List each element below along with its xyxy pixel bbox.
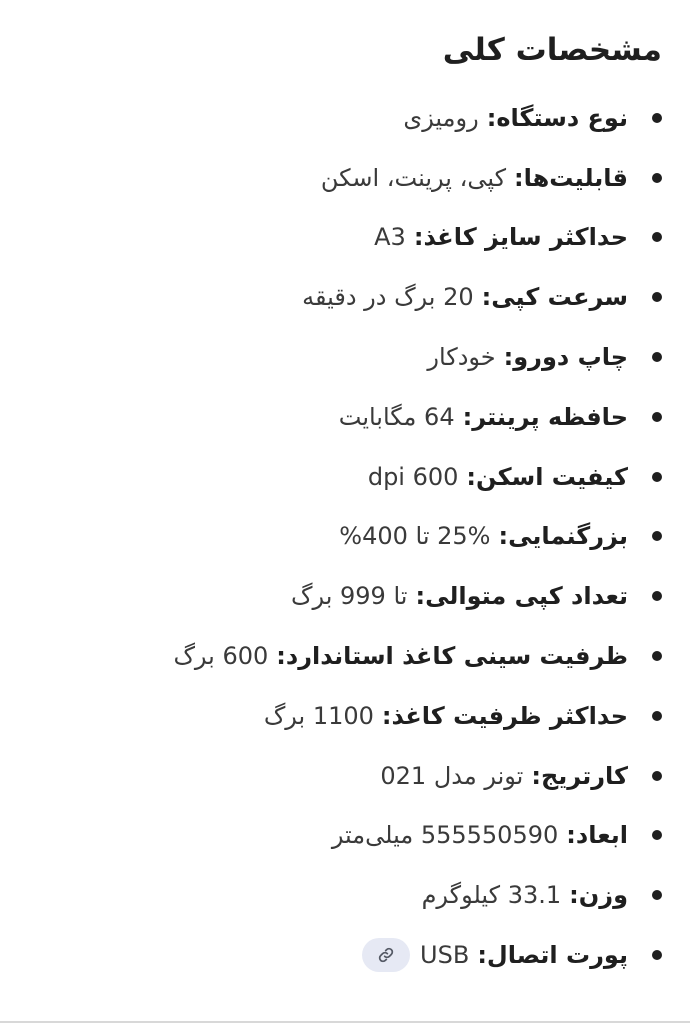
spec-item-max-paper-capacity bbox=[0, 686, 690, 746]
bullet bbox=[652, 771, 662, 781]
spec-value: 64 مگابایت bbox=[338, 402, 455, 431]
spec-label: تعداد کپی متوالی bbox=[425, 582, 628, 611]
section-title: مشخصات کلی bbox=[442, 32, 662, 68]
bullet bbox=[652, 232, 662, 242]
spec-item-scan-quality bbox=[0, 447, 690, 507]
spec-separator: : bbox=[569, 881, 579, 910]
spec-item-duplex bbox=[0, 327, 690, 387]
bullet bbox=[652, 472, 662, 482]
bullet bbox=[652, 292, 662, 302]
link-icon bbox=[378, 947, 394, 963]
bullet bbox=[652, 591, 662, 601]
spec-label: کیفیت اسکن bbox=[476, 462, 628, 491]
bullet bbox=[652, 950, 662, 960]
bullet bbox=[652, 113, 662, 123]
spec-value: کپی، پرینت، اسکن bbox=[320, 163, 506, 192]
spec-value: تا 999 برگ bbox=[290, 582, 408, 611]
spec-separator: : bbox=[498, 522, 509, 551]
bullet bbox=[652, 651, 662, 661]
spec-item-connection-port bbox=[0, 925, 690, 985]
spec-separator: : bbox=[477, 941, 487, 970]
spec-item-memory bbox=[0, 387, 690, 447]
spec-label: نوع دستگاه bbox=[496, 103, 628, 132]
spec-value: تونر مدل 021 bbox=[380, 761, 524, 790]
spec-item-weight bbox=[0, 865, 690, 925]
link-chip[interactable] bbox=[362, 938, 410, 972]
spec-separator: : bbox=[415, 582, 426, 611]
spec-label: ابعاد bbox=[575, 821, 628, 850]
spec-label: سرعت کپی bbox=[491, 283, 628, 312]
spec-separator: : bbox=[462, 402, 473, 431]
spec-separator: : bbox=[514, 163, 524, 192]
spec-item-capabilities bbox=[0, 148, 690, 208]
spec-label: بزرگنمایی bbox=[508, 522, 628, 551]
spec-value: 555550590 میلی‌متر bbox=[331, 821, 559, 850]
spec-separator: : bbox=[276, 642, 286, 671]
spec-separator: : bbox=[413, 223, 424, 252]
bullet bbox=[652, 412, 662, 422]
spec-item-max-paper-size bbox=[0, 208, 690, 268]
spec-item-device-type bbox=[0, 88, 690, 148]
spec-value: خودکار bbox=[427, 343, 496, 372]
spec-separator: : bbox=[503, 343, 514, 372]
spec-label: چاپ دورو bbox=[513, 343, 628, 372]
spec-separator: : bbox=[481, 283, 492, 312]
spec-label: حداکثر ظرفیت کاغذ bbox=[391, 701, 628, 730]
spec-value: رومیزی bbox=[403, 103, 479, 132]
bullet bbox=[652, 830, 662, 840]
spec-list bbox=[0, 88, 690, 985]
spec-separator: : bbox=[381, 701, 392, 730]
spec-label: پورت اتصال bbox=[486, 941, 628, 970]
bullet bbox=[652, 173, 662, 183]
bullet bbox=[652, 890, 662, 900]
spec-separator: : bbox=[486, 103, 497, 132]
spec-label: ظرفیت سینی کاغذ استاندارد bbox=[285, 642, 628, 671]
spec-value: USB bbox=[420, 941, 470, 970]
spec-value: A3 bbox=[374, 223, 406, 252]
spec-item-copy-speed bbox=[0, 267, 690, 327]
spec-label: قابلیت‌ها bbox=[523, 163, 628, 192]
spec-value: 33.1 کیلوگرم bbox=[421, 881, 562, 910]
spec-item-dimensions bbox=[0, 806, 690, 866]
spec-value: 600 برگ bbox=[173, 642, 269, 671]
spec-value: 600 dpi bbox=[367, 462, 459, 491]
bullet bbox=[652, 711, 662, 721]
spec-value: 1100 برگ bbox=[263, 701, 374, 730]
spec-label: حداکثر سایز کاغذ bbox=[423, 223, 628, 252]
spec-value: 25% تا 400% bbox=[339, 522, 491, 551]
spec-item-cartridge bbox=[0, 746, 690, 806]
spec-label: حافظه پرینتر bbox=[472, 402, 628, 431]
spec-item-zoom bbox=[0, 507, 690, 567]
spec-item-standard-tray bbox=[0, 626, 690, 686]
spec-separator: : bbox=[531, 761, 541, 790]
spec-label: کارتریج bbox=[540, 761, 628, 790]
spec-item-continuous-copies bbox=[0, 566, 690, 626]
spec-separator: : bbox=[466, 462, 477, 491]
spec-label: وزن bbox=[578, 881, 628, 910]
bullet bbox=[652, 352, 662, 362]
spec-separator: : bbox=[566, 821, 576, 850]
spec-value: 20 برگ در دقیقه bbox=[302, 283, 474, 312]
bullet bbox=[652, 531, 662, 541]
